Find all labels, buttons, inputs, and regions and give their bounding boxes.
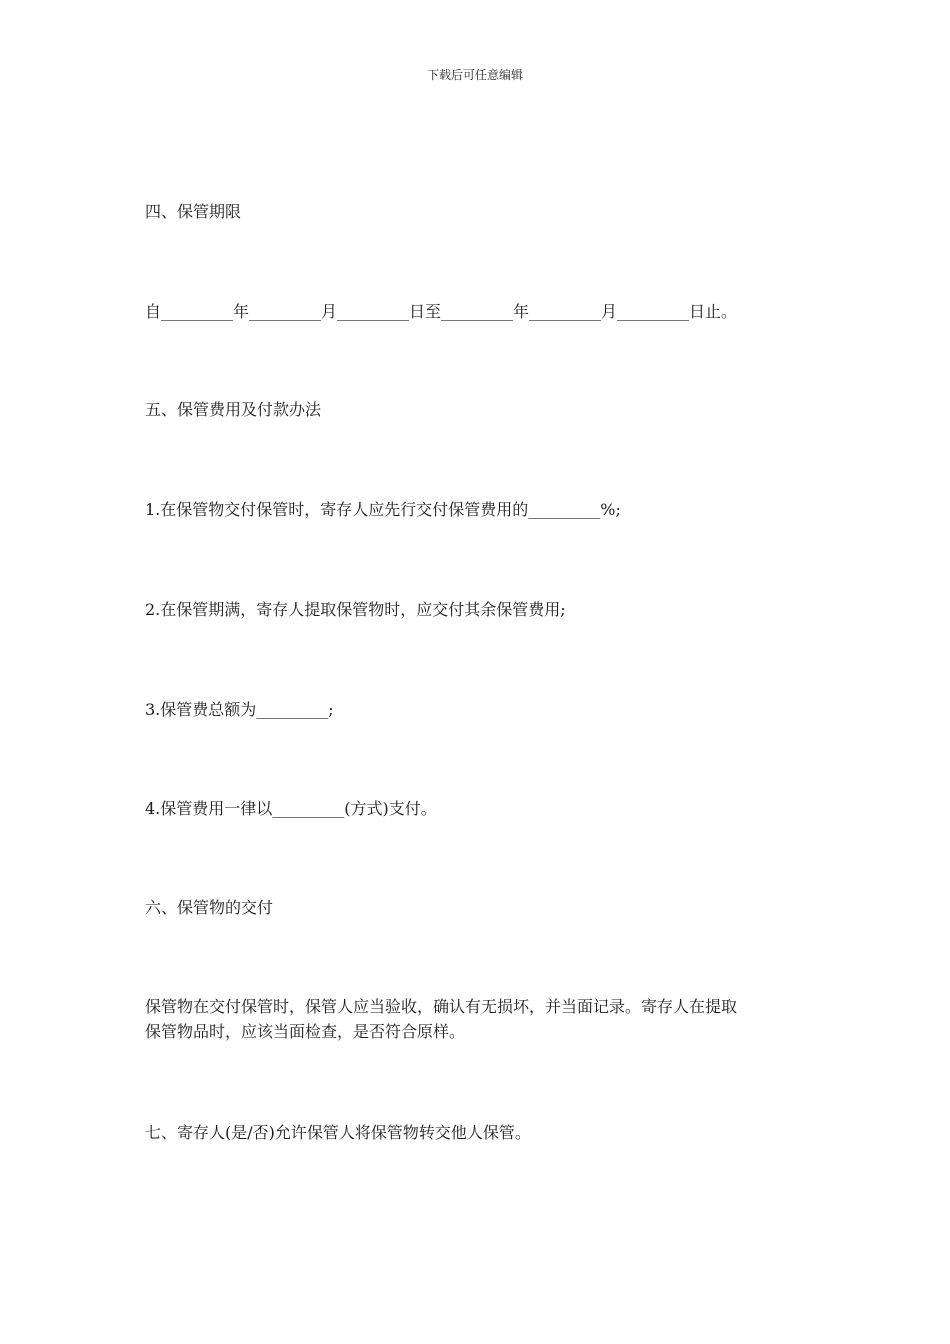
payment-item-2: 2.在保管期满，寄存人提取保管物时，应交付其余保管费用;: [145, 600, 566, 619]
section-6-body: [145, 994, 805, 1044]
section-7-heading: 七、寄存人(是/否)允许保管人将保管物转交他人保管。: [145, 1123, 531, 1142]
section-6-body-line-2: 保管物品时，应该当面检查，是否符合原样。: [145, 1022, 466, 1041]
payment-item-4: 4.保管费用一律以_________(方式)支付。: [145, 799, 437, 818]
section-6-body-line-1: 保管物在交付保管时，保管人应当验收，确认有无损坏，并当面记录。寄存人在提取: [145, 997, 738, 1016]
header-note: 下载后可任意编辑: [426, 68, 523, 82]
section-6-heading: 六、保管物的交付: [145, 898, 274, 917]
storage-period-line: 自_________年_________月_________日至_________年_________月_________日止。: [145, 302, 738, 321]
payment-item-3: 3.保管费总额为_________;: [145, 700, 334, 719]
section-5-heading: 五、保管费用及付款办法: [145, 400, 322, 419]
payment-item-1: 1.在保管物交付保管时，寄存人应先行交付保管费用的_________%;: [145, 500, 621, 519]
section-4-heading: 四、保管期限: [145, 202, 242, 221]
